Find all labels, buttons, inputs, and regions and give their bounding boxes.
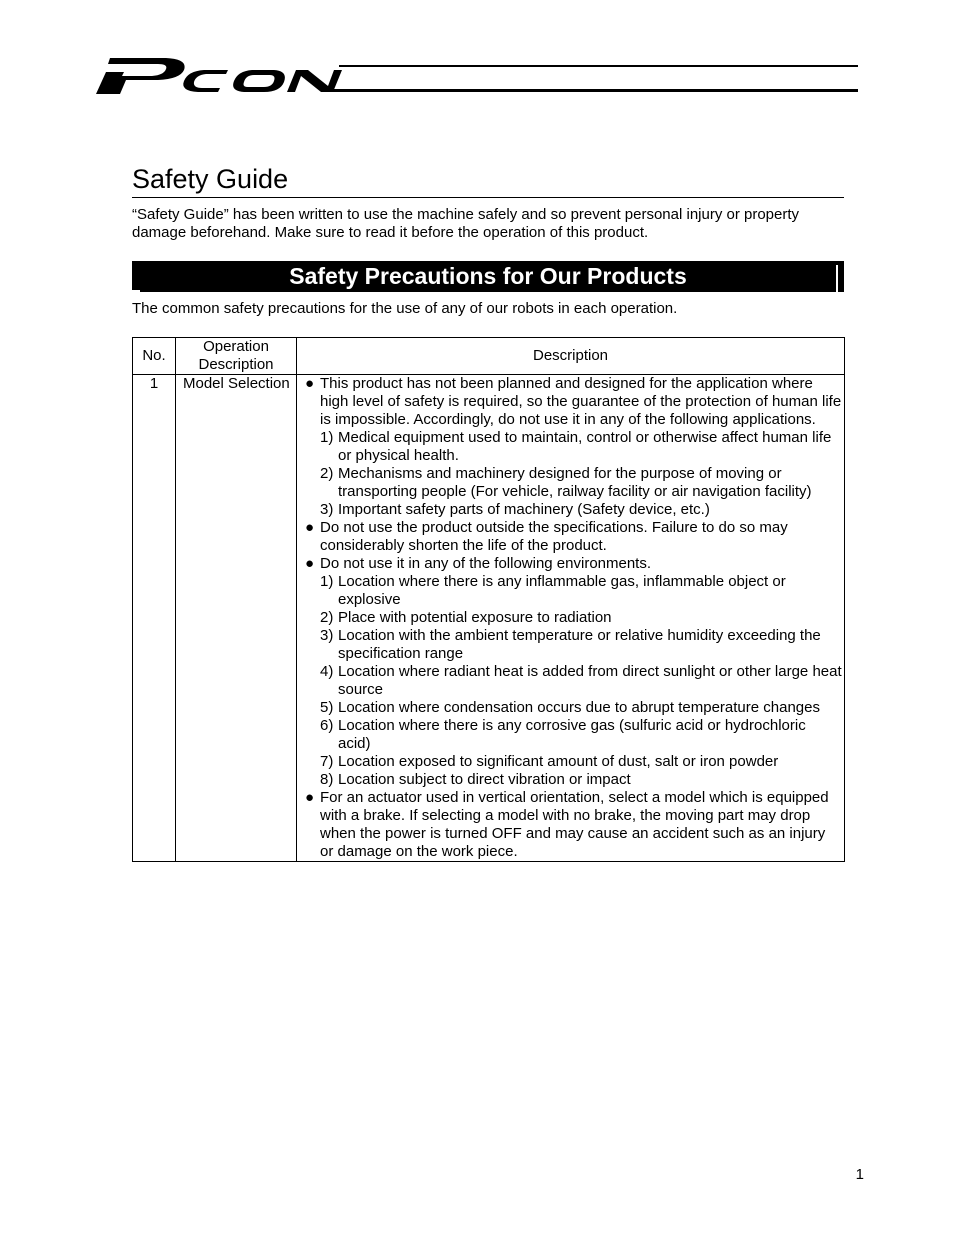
bullet-dot: ●	[305, 375, 315, 392]
page-number: 1	[855, 1166, 864, 1183]
bullet-item	[305, 519, 842, 555]
bullet-text: This product has not been planned and designed for the application where high level of safety is required, so the guarantee of the protection of human life is impossible. Accordingly, do not use it in any of the following applications.	[320, 375, 842, 428]
bullet-dot: ●	[305, 555, 315, 572]
bullet-item	[305, 375, 842, 429]
sub-item-text: Location with the ambient temperature or relative humidity exceeding the specification range	[338, 627, 821, 662]
pcon-logo-graphic	[96, 52, 861, 98]
row-number: 1	[133, 375, 176, 862]
sub-item-text: Important safety parts of machinery (Safety device, etc.)	[338, 501, 710, 518]
sub-item-text: Place with potential exposure to radiation	[338, 609, 612, 626]
sub-item	[305, 753, 842, 771]
sub-item-number: 8)	[320, 771, 334, 788]
logo-text: PCON	[96, 52, 99, 53]
sub-item	[305, 465, 842, 501]
bullet-text: For an actuator used in vertical orientation, select a model which is equipped with a brake. If selecting a model with no brake, the moving part may drop when the power is turned OFF and may cause an accident such as an injury or damage on the work piece.	[320, 789, 829, 860]
section-heading-banner	[132, 261, 844, 292]
sub-item-text: Location exposed to significant amount of dust, salt or iron powder	[338, 753, 779, 770]
sub-item-number: 1)	[320, 573, 334, 590]
sub-item	[305, 501, 842, 519]
sub-item-number: 3)	[320, 627, 334, 644]
header-operation: Operation Description	[176, 338, 297, 375]
sub-item	[305, 609, 842, 627]
sub-item	[305, 699, 842, 717]
description-cell	[297, 375, 845, 862]
sub-item-number: 7)	[320, 753, 334, 770]
bullet-dot: ●	[305, 519, 315, 536]
bullet-item	[305, 555, 842, 573]
sub-item	[305, 429, 842, 465]
bullet-text: Do not use the product outside the specifications. Failure to do so may considerably shorten the life of the product.	[320, 519, 788, 554]
sub-item	[305, 663, 842, 699]
sub-item-number: 2)	[320, 465, 334, 482]
header-no: No.	[133, 338, 176, 375]
sub-item-text: Mechanisms and machinery designed for the purpose of moving or transporting people (For vehicle, railway facility or air navigation facility)	[338, 465, 812, 500]
sub-item-text: Location where radiant heat is added from direct sunlight or other large heat source	[338, 663, 842, 698]
sub-item-number: 2)	[320, 609, 334, 626]
sub-item-number: 3)	[320, 501, 334, 518]
sub-item	[305, 627, 842, 663]
banner-edge-left	[132, 290, 140, 292]
bullet-text: Do not use it in any of the following environments.	[320, 555, 652, 572]
sub-item	[305, 771, 842, 789]
sub-item-number: 1)	[320, 429, 334, 446]
sub-item-number: 5)	[320, 699, 334, 716]
bullet-item	[305, 789, 842, 861]
sub-item-text: Location where there is any corrosive gas (sulfuric acid or hydrochloric acid)	[338, 717, 806, 752]
table-row	[133, 375, 845, 862]
sub-item-text: Location where there is any inflammable gas, inflammable object or explosive	[338, 573, 786, 608]
bullet-dot: ●	[305, 789, 315, 806]
sub-item-number: 6)	[320, 717, 334, 734]
pcon-logo	[96, 52, 861, 98]
section-heading: Safety Precautions for Our Products	[289, 263, 687, 289]
operation-description: Model Selection	[176, 375, 297, 862]
sub-item-text: Medical equipment used to maintain, control or otherwise affect human life or physical health.	[338, 429, 832, 464]
common-precautions-text: The common safety precautions for the use of any of our robots in each operation.	[132, 300, 678, 317]
sub-item	[305, 573, 842, 609]
banner-edge-right	[836, 265, 838, 292]
page-title: Safety Guide	[132, 162, 844, 198]
header-description: Description	[297, 338, 845, 375]
sub-item-text: Location where condensation occurs due to abrupt temperature changes	[338, 699, 820, 716]
sub-item-text: Location subject to direct vibration or impact	[338, 771, 631, 788]
intro-paragraph: “Safety Guide” has been written to use the machine safely and so prevent personal injury or property damage beforehand. Make sure to read it before the operation of this product.	[132, 206, 800, 241]
table-header-row	[133, 338, 845, 375]
safety-table	[132, 337, 845, 862]
sub-item	[305, 717, 842, 753]
sub-item-number: 4)	[320, 663, 334, 680]
